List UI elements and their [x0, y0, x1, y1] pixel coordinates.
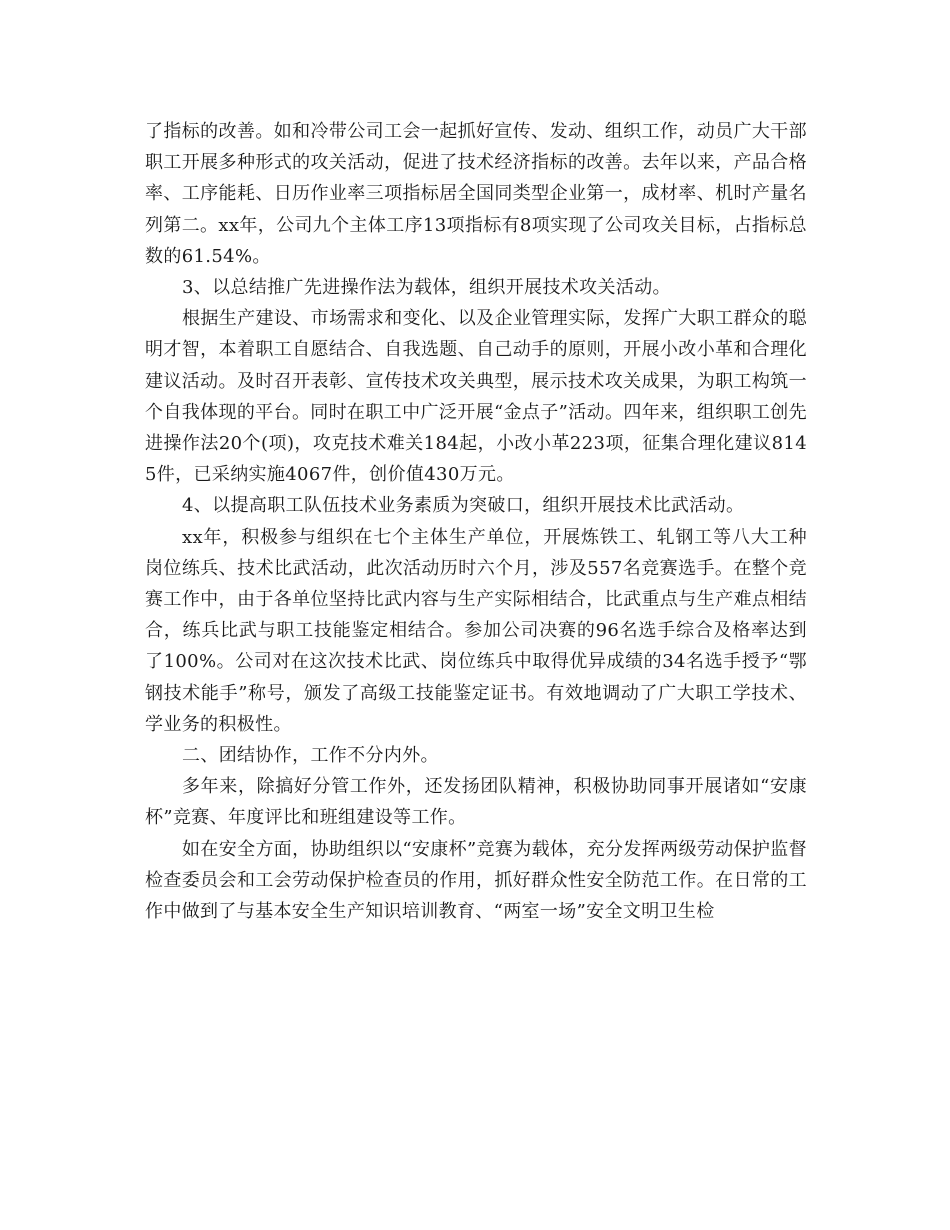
paragraph: 如在安全方面，协助组织以“安康杯”竞赛为载体，充分发挥两级劳动保护监督检查委员会和工会劳动保护检查员的作用，抓好群众性安全防范工作。在日常的工作中做到了与基本安全生产知识培训教育、“两室一场”安全文明卫生检 — [145, 838, 807, 923]
paragraph: 根据生产建设、市场需求和变化、以及企业管理实际，发挥广大职工群众的聪明才智，本着职工自愿结合、自我选题、自己动手的原则，开展小改小革和合理化建议活动。及时召开表彰、宣传技术攻关典型，展示技术攻关成果，为职工构筑一个自我体现的平台。同时在职工中广泛开展“金点子”活动。四年来，组织职工创先进操作法20个(项)，攻克技术难关184起，小改小革223项，征集合理化建议8145件，已采纳实施4067件，创价值430万元。 — [145, 308, 807, 486]
section-heading: 二、团结协作，工作不分内外。 — [182, 745, 439, 767]
document-body — [145, 116, 807, 927]
paragraph: 了指标的改善。如和冷带公司工会一起抓好宣传、发动、组织工作，动员广大干部职工开展多种形式的攻关活动，促进了技术经济指标的改善。去年以来，产品合格率、工序能耗、日历作业率三项指标居全国同类型企业第一，成材率、机时产量名列第二。xx年，公司九个主体工序13项指标有8项实现了公司攻关目标，占指标总数的61.54%。 — [145, 121, 807, 267]
paragraph: xx年，积极参与组织在七个主体生产单位，开展炼铁工、轧钢工等八大工种岗位练兵、技术比武活动，此次活动历时六个月，涉及557名竞赛选手。在整个竞赛工作中，由于各单位坚持比武内容与生产实际相结合，比武重点与生产难点相结合，练兵比武与职工技能鉴定相结合。参加公司决赛的96名选手综合及格率达到了100%。公司对在这次技术比武、岗位练兵中取得优异成绩的34名选手授予“鄂钢技术能手”称号，颁发了高级工技能鉴定证书。有效地调动了广大职工学技术、学业务的积极性。 — [145, 526, 807, 735]
paragraph: 多年来，除搞好分管工作外，还发扬团队精神，积极协助同事开展诸如“安康杯”竞赛、年度评比和班组建设等工作。 — [145, 776, 807, 829]
section-heading: 3、以总结推广先进操作法为载体，组织开展技术攻关活动。 — [182, 277, 671, 299]
section-heading: 4、以提高职工队伍技术业务素质为突破口，组织开展技术比武活动。 — [182, 495, 745, 517]
